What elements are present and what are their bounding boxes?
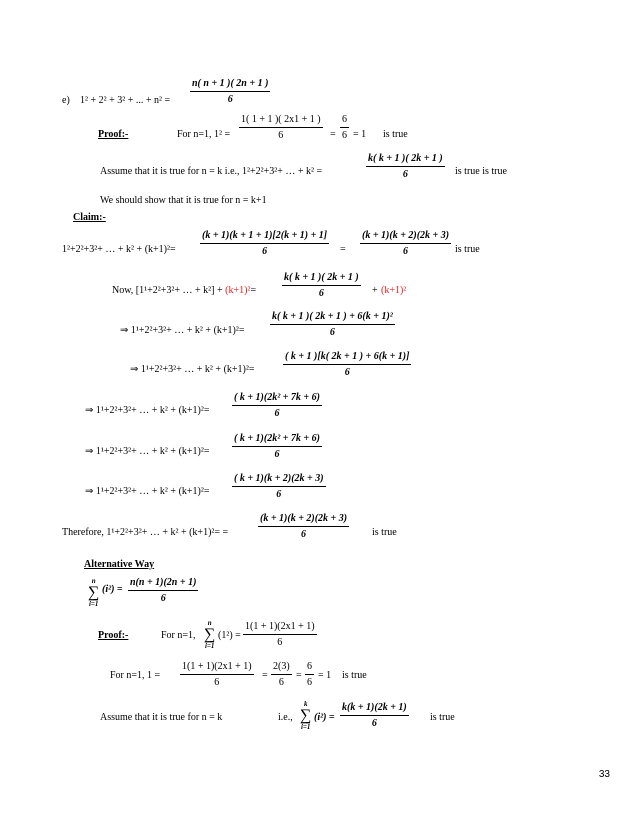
page-number: 33 [598,769,610,780]
numerator: ( k + 1)(2k² + 7k + 6) [234,433,320,444]
numerator: k( k + 1 )( 2k + 1 ) [368,153,443,164]
sigma-upper: n [207,619,212,627]
is-true-text: is true [342,670,367,681]
numerator: (k + 1)(k + 2)(2k + 3) [362,230,450,241]
denominator: 6 [274,408,280,419]
proof-for-text: For n=1, [161,630,196,641]
sigma-sign: ∑ [300,707,312,724]
equals-sign: = [296,670,302,681]
denominator: 6 [227,94,233,105]
numerator: ( k + 1)(2k² + 7k + 6) [234,392,320,403]
step-fraction [232,473,326,501]
numerator: k(k + 1)(2k + 1) [342,702,407,713]
result-value: = 1 [318,670,332,681]
numerator: 1(1 + 1)(2x1 + 1) [245,621,315,632]
alt-fraction [128,577,198,605]
is-true-text: is true [430,712,455,723]
equals-sign: = [340,244,346,255]
proof-for-text: For n=1, 1² = [177,129,231,140]
step-lhs: ⇒ 1¹+2²+3²+ … + k² + (k+1)²= [85,446,210,457]
assume-tail: is true is true [455,166,507,177]
denominator: 6 [371,718,377,729]
sigma-term: (i²) = [102,584,123,595]
assume-fraction [366,153,445,181]
proof2-fraction [243,621,317,649]
numerator: (k + 1)(k + 2)(2k + 3) [260,513,348,524]
section-heading: Alternative Way [84,559,155,570]
step-fraction [283,351,411,379]
denominator: 6 [276,489,282,500]
sigma-lower: i=1 [88,600,99,608]
now-lhs: Now, [1¹+2²+3²+ … + k²] + [112,285,223,296]
proof-label: Proof:- [98,129,129,140]
therefore-tail: is true [372,527,397,538]
denominator: 6 [307,677,312,688]
equals-sign: = [250,285,257,296]
sigma-upper: n [91,577,96,585]
step-lhs: ⇒ 1¹+2²+3²+ … + k² + (k+1)²= [85,405,210,416]
for-n1-text: For n=1, 1 = [110,670,161,681]
denominator: 6 [402,169,408,180]
now-text [112,285,256,297]
item-label: e) [62,95,70,106]
denominator: 6 [274,449,280,460]
proof-fraction [239,114,323,142]
for-n1-fraction [180,661,254,689]
sigma-term: (i²) = [314,712,335,723]
claim-label: Claim:- [73,212,106,223]
step-lhs: ⇒ 1¹+2²+3²+ … + k² + (k+1)²= [120,325,245,336]
sigma-sign: ∑ [88,584,100,601]
sigma-upper: k [303,700,308,708]
numerator: 6 [342,114,347,125]
claim-lhs: 1²+2²+3²+ … + k² + (k+1)²= [62,244,176,255]
numerator: ( k + 1 )[k( 2k + 1 ) + 6(k + 1)] [285,351,410,362]
equals-sign: = [330,129,336,140]
numerator: n( n + 1 )( 2n + 1 ) [192,78,269,89]
numerator: (k + 1)(k + 1 + 1)[2(k + 1) + 1] [202,230,328,241]
numerator: 1( 1 + 1 )( 2x1 + 1 ) [241,114,321,125]
denominator: 6 [342,130,347,141]
assume-text: Assume that it is true for n = k [100,712,223,723]
highlight-term: (k+1)² [381,285,407,296]
numerator: k( k + 1 )( 2k + 1 ) + 6(k + 1)² [272,311,393,322]
proof-label: Proof:- [98,630,129,641]
denominator: 6 [278,677,284,688]
step-fraction [270,311,395,339]
denominator: 6 [329,327,335,338]
step-lhs: ⇒ 1¹+2²+3²+ … + k² + (k+1)²= [85,486,210,497]
therefore-lhs: Therefore, 1¹+2²+3²+ … + k² + (k+1)²= = [62,527,229,538]
for-n1-fraction-3 [305,661,314,689]
is-true-text: is true [383,129,408,140]
denominator: 6 [301,529,307,540]
sigma-lower: i=1 [300,723,311,731]
denominator: 6 [344,367,350,378]
should-show-text: We should show that it is true for n = k+1 [100,195,267,206]
denominator: 6 [277,637,283,648]
numerator: 2(3) [273,661,290,672]
sigma-symbol [300,701,311,731]
plus-sign: + [372,285,378,296]
claim-fraction-1 [200,230,329,258]
now-fraction [282,272,361,300]
numerator: n(n + 1)(2n + 1) [130,577,197,588]
numerator: 1(1 + 1)(2x1 + 1) [182,661,252,672]
denominator: 6 [160,593,166,604]
sigma-sign: ∑ [204,626,216,643]
sigma-term: (1²) = [218,630,241,641]
step-fraction [232,433,322,461]
denominator: 6 [214,677,220,688]
highlight-term: (k+1)² [225,285,251,296]
formula-fraction [190,78,270,106]
proof-fraction-2 [340,114,349,142]
equals-sign: = [262,670,268,681]
claim-fraction-2 [360,230,451,258]
denominator: 6 [403,246,409,257]
sigma-symbol [88,578,99,608]
result-value: = 1 [353,129,367,140]
formula-lhs: 1² + 2² + 3² + ... + n² = [80,95,171,106]
denominator: 6 [262,246,268,257]
numerator: k( k + 1 )( 2k + 1 ) [284,272,359,283]
sigma-symbol [204,620,215,650]
numerator: 6 [307,661,312,672]
for-n1-fraction-2 [271,661,292,689]
denominator: 6 [278,130,284,141]
denominator: 6 [318,288,324,299]
sigma-lower: i=1 [204,642,215,650]
step-lhs: ⇒ 1¹+2²+3²+ … + k² + (k+1)²= [130,364,255,375]
assume2-fraction [340,702,409,730]
numerator: ( k + 1)(k + 2)(2k + 3) [234,473,324,484]
therefore-fraction [258,513,349,541]
assume-text: Assume that it is true for n = k i.e., 1²+2²+3²+ … + k² = [100,166,323,177]
ie-text: i.e., [278,712,293,723]
step-fraction [232,392,322,420]
claim-tail: is true [455,244,480,255]
